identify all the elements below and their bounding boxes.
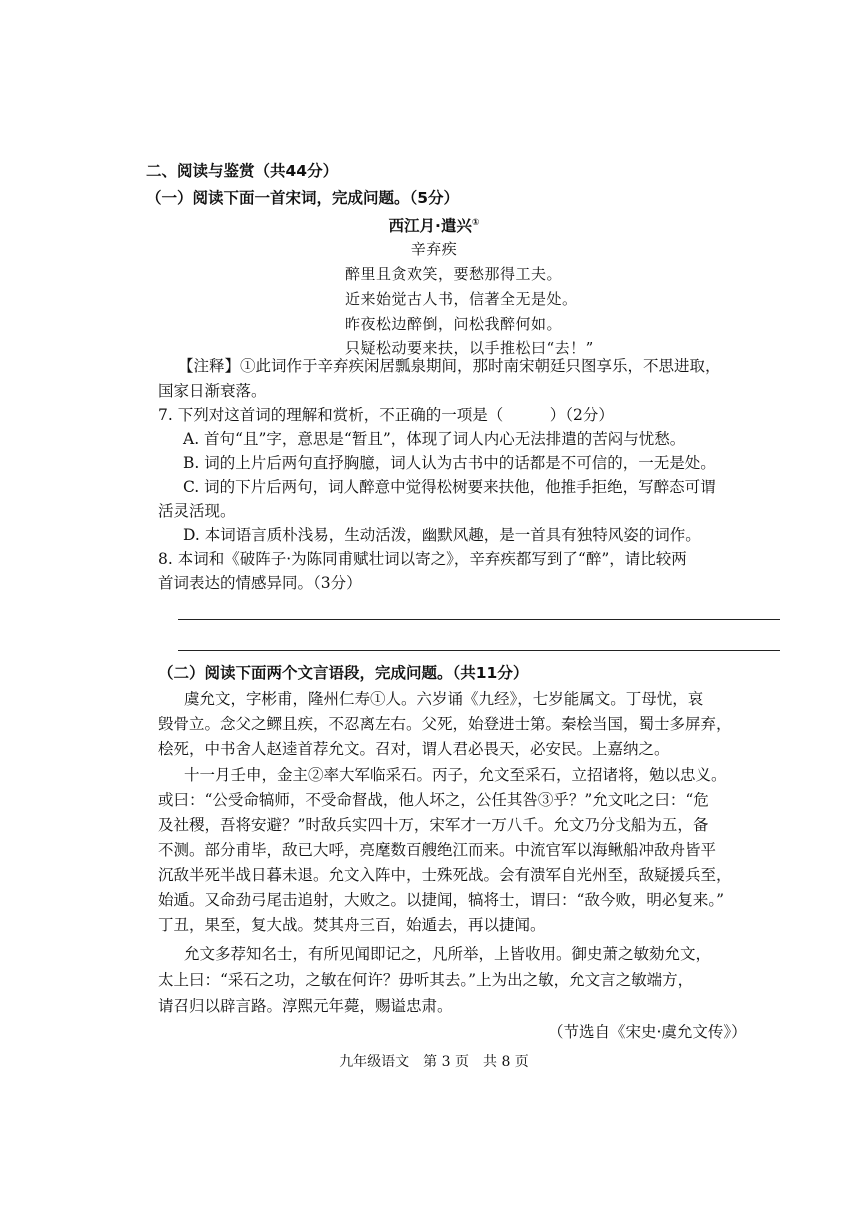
part1-heading: （一）阅读下面一首宋词，完成问题。（5分） <box>146 189 460 207</box>
poem-line: 醉里且贪欢笑，要愁那得工夫。 <box>345 265 563 283</box>
answer-line[interactable] <box>178 619 780 620</box>
poem-note-mark: ① <box>471 218 480 228</box>
passage-line: 毁骨立。念父之鳏且疾，不忍离左右。父死，始登进士第。秦桧当国，蜀士多屏弃， <box>158 715 732 733</box>
passage-line: 太上曰：“采石之功，之敏在何许？毋听其去。”上为出之敏，允文言之敏端方， <box>158 971 694 989</box>
passage-line: 允文多荐知名士，有所见闻即记之，凡所举，上皆收用。御史萧之敏劾允文， <box>184 945 712 963</box>
passage-line: 丁丑，果至，复大战。焚其舟三百，始遁去，再以捷闻。 <box>158 916 546 934</box>
poem-author: 辛弃疾 <box>410 240 458 258</box>
annotation-line: 国家日渐衰落。 <box>158 382 267 400</box>
annotation-line: 【注释】①此词作于辛弃疾闲居瓢泉期间，那时南宋朝廷只图享乐，不思进取， <box>178 357 721 375</box>
question-8-stem: 8. 本词和《破阵子·为陈同甫赋壮词以寄之》，辛弃疾都写到了“醉”，请比较两 <box>158 550 687 568</box>
poem-title: 西江月·遣兴 <box>388 217 472 236</box>
part2-heading: （二）阅读下面两个文言语段，完成问题。（共11分） <box>158 664 529 682</box>
passage-line: 不测。部分甫毕，敌已大呼，亮麾数百艘绝江而来。中流官军以海鳅船冲敌舟皆平 <box>158 841 717 859</box>
passage-line: 始遁。又命劲弓尾击追射，大败之。以捷闻，犒将士，谓曰：“敌今败，明必复来。” <box>158 891 725 909</box>
question-7-option-a: A. 首句“且”字，意思是“暂且”，体现了词人内心无法排遣的苦闷与忧愁。 <box>183 430 686 448</box>
question-8-stem-cont: 首词表达的情感异同。（3分） <box>158 574 362 592</box>
passage-line: 请召归以辟言路。淳熙元年薨，赐谥忠肃。 <box>158 997 453 1015</box>
poem-line: 近来始觉古人书，信著全无是处。 <box>345 290 578 308</box>
question-7-option-d: D. 本词语言质朴浅易，生动活泼，幽默风趣，是一首具有独特风姿的词作。 <box>183 526 701 544</box>
passage-line: 或曰：“公受命犒师，不受命督战，他人坏之，公任其咎③乎？”允文叱之曰：“危 <box>158 791 709 809</box>
passage-line: 沉敌半死半战日暮未退。允文入阵中，士殊死战。会有溃军自光州至，敌疑援兵至， <box>158 866 732 884</box>
passage-line: 十一月壬申，金主②率大军临采石。丙子，允文至采石，立招诸将，勉以忠义。 <box>184 766 727 784</box>
question-7-option-c-cont: 活灵活现。 <box>158 502 236 520</box>
passage-line: 虞允文，字彬甫，隆州仁寿①人。六岁诵《九经》，七岁能属文。丁母忧，哀 <box>184 690 704 708</box>
passage-line: 桧死，中书舍人赵逵首荐允文。召对，谓人君必畏天，必安民。上嘉纳之。 <box>158 740 670 758</box>
poem-title-row <box>0 212 868 237</box>
section-heading: 二、阅读与鉴赏（共44分） <box>146 162 339 180</box>
answer-line[interactable] <box>178 650 780 651</box>
passage-source: （节选自《宋史·虞允文传》） <box>548 1023 747 1041</box>
page-footer: 九年级语文 第 3 页 共 8 页 <box>339 1054 529 1070</box>
poem-line: 昨夜松边醉倒，问松我醉何如。 <box>345 315 563 333</box>
question-7-option-b: B. 词的上片后两句直抒胸臆，词人认为古书中的话都是不可信的，一无是处。 <box>183 454 716 472</box>
poem-line: 只疑松动要来扶，以手推松曰“去！” <box>345 339 594 357</box>
question-7-option-c: C. 词的下片后两句，词人醉意中觉得松树要来扶他，他推手拒绝，写醉态可谓 <box>183 478 716 496</box>
passage-line: 及社稷，吾将安避？”时敌兵实四十万，宋军才一万八千。允文乃分戈船为五，备 <box>158 816 709 834</box>
question-7-stem: 7. 下列对这首词的理解和赏析，不正确的一项是（ ）（2分） <box>158 406 614 424</box>
